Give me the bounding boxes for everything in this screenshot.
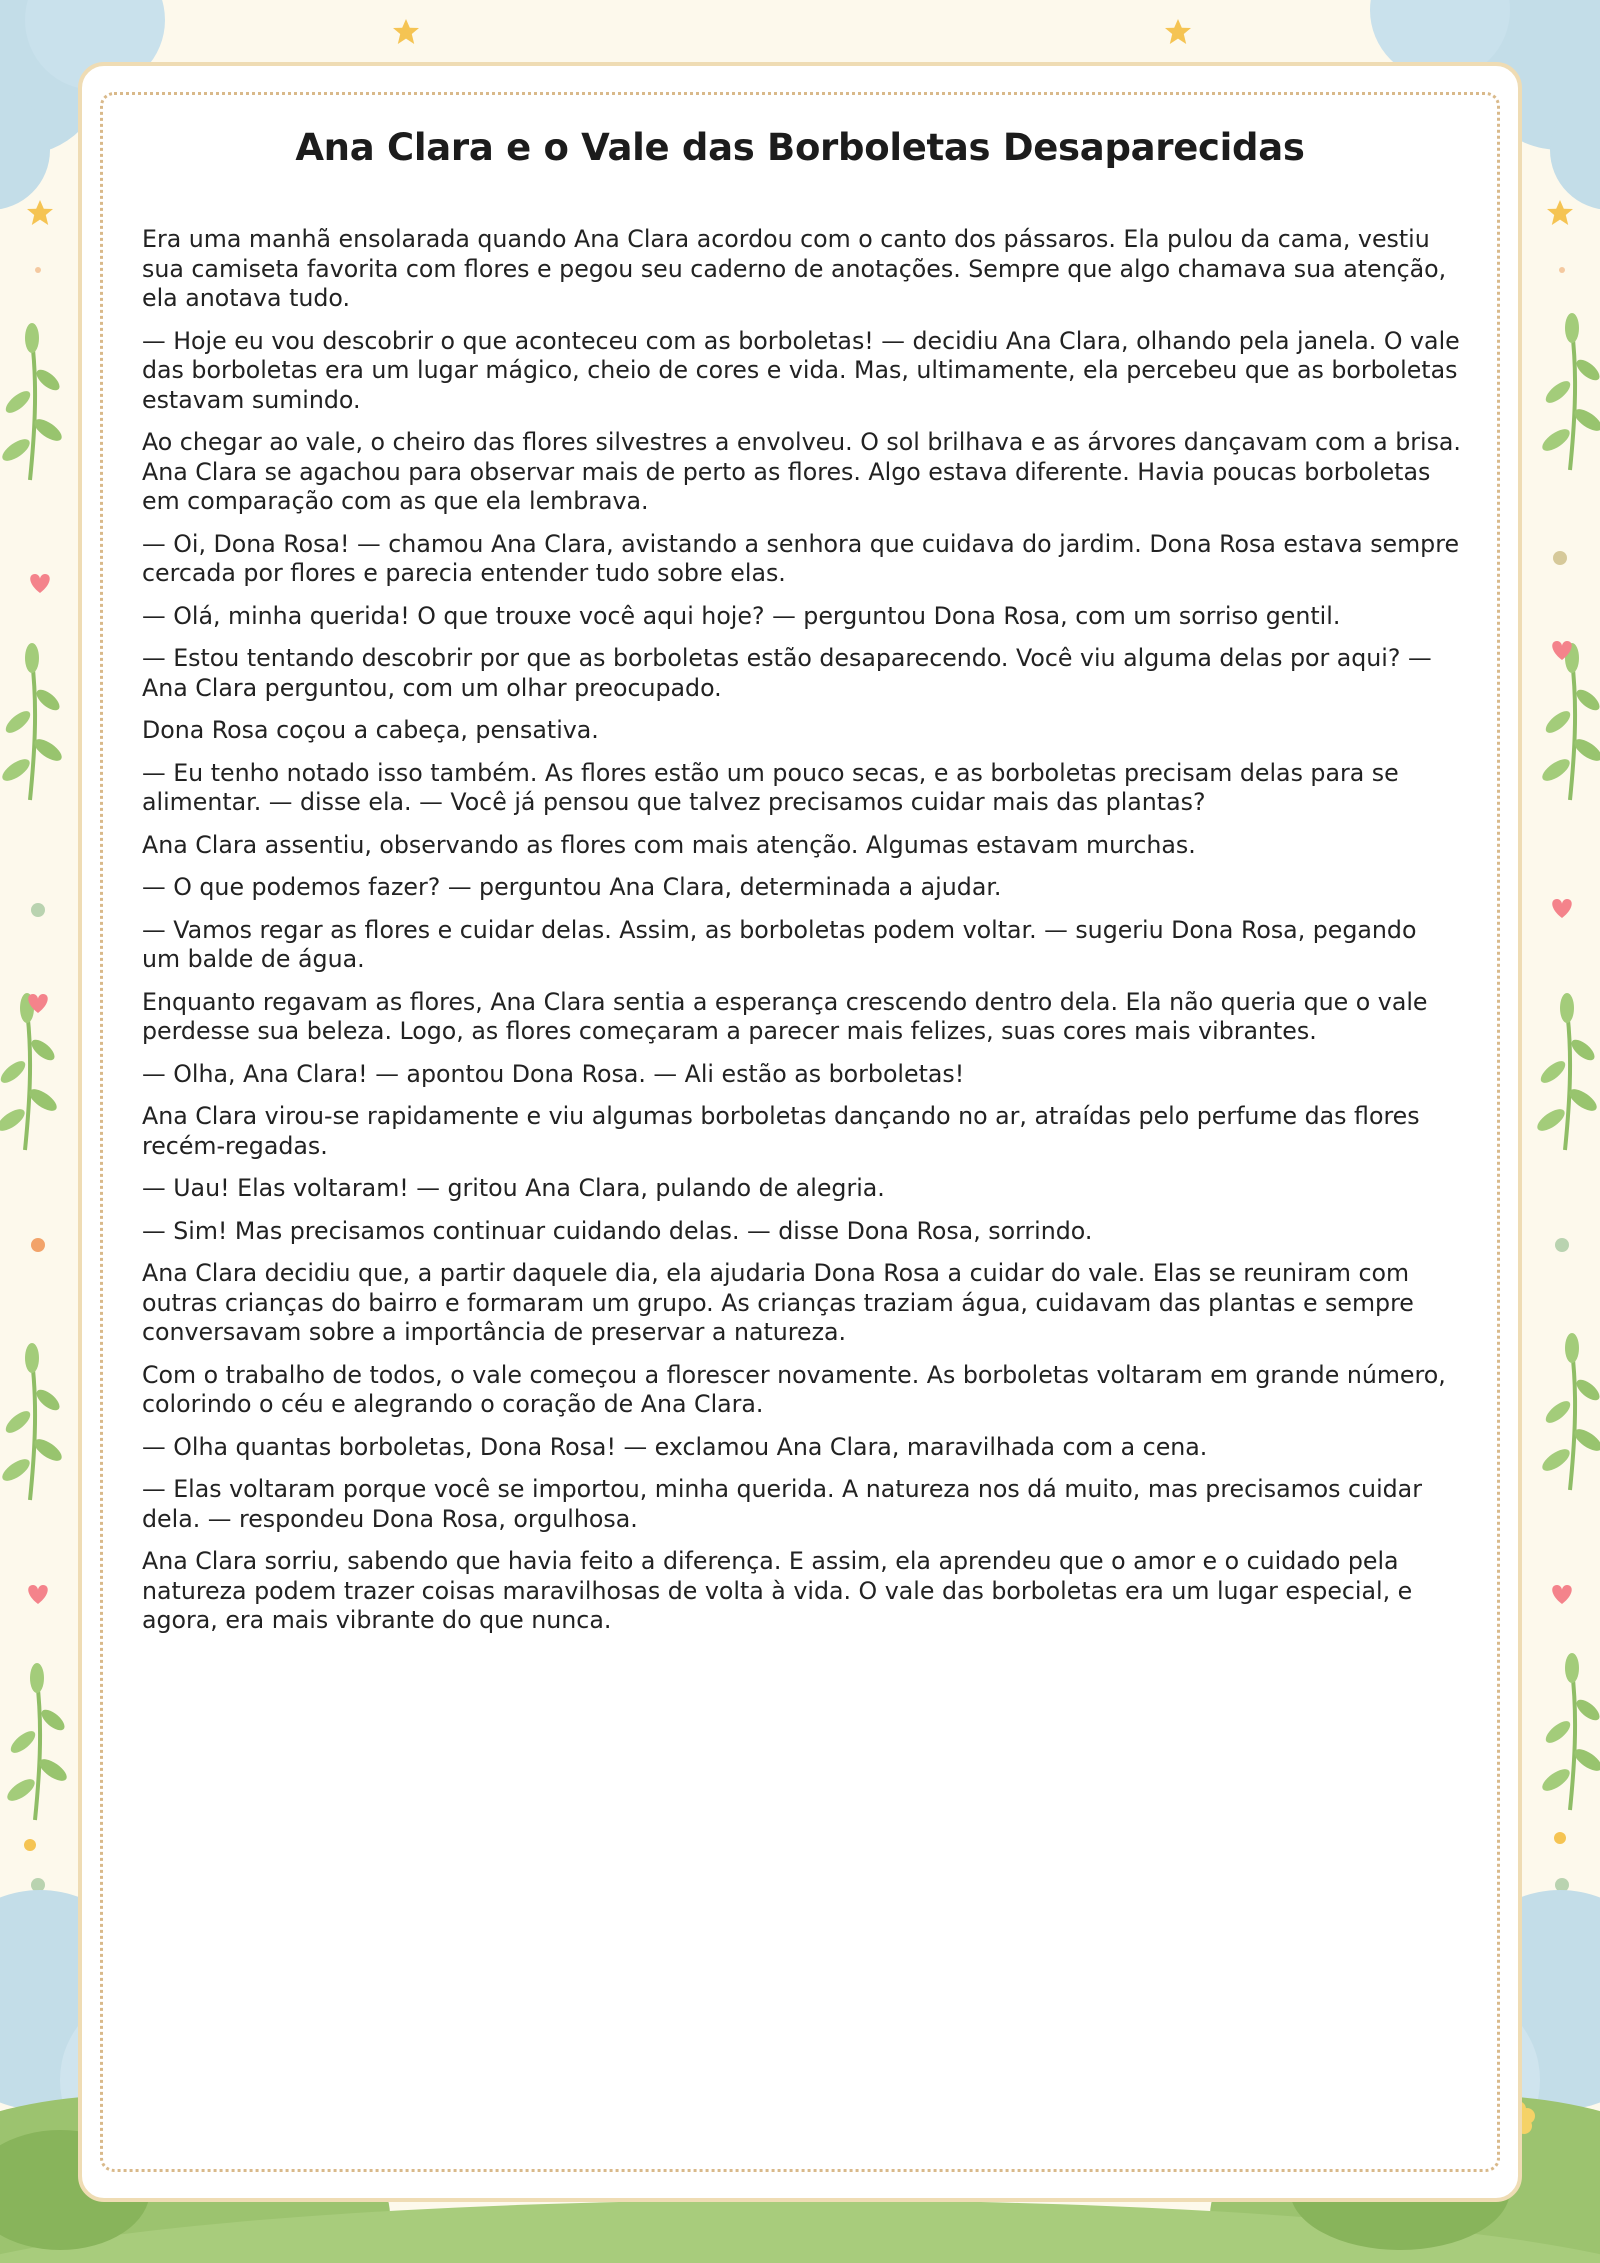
story-paragraph: Ana Clara decidiu que, a partir daquele dia, ela ajudaria Dona Rosa a cuidar do vale. Elas se reuniram com outras crianças do bairro e formaram um grupo. As crianças traziam água, cuidavam das plantas e sempre conversavam sobre a importância de preservar a natureza. bbox=[142, 1259, 1414, 1346]
leaf-branch-icon bbox=[1539, 643, 1600, 800]
story-paragraph: Ana Clara virou-se rapidamente e viu algumas borboletas dançando no ar, atraídas pelo perfume das flores recém-regadas. bbox=[142, 1102, 1420, 1160]
leaf-branch-icon bbox=[1539, 313, 1600, 470]
story-paragraph: — Uau! Elas voltaram! — gritou Ana Clara, pulando de alegria. bbox=[142, 1174, 885, 1202]
star-icon bbox=[1547, 200, 1573, 225]
story-paragraph: — Olha quantas borboletas, Dona Rosa! — exclamou Ana Clara, maravilhada com a cena. bbox=[142, 1432, 1208, 1461]
star-icon bbox=[393, 19, 419, 44]
leaf-branch-icon bbox=[1534, 993, 1600, 1150]
story-paragraph: — Oi, Dona Rosa! — chamou Ana Clara, avistando a senhora que cuidava do jardim. Dona Rosa estava sempre cercada por flores e parecia entender tudo sobre elas. bbox=[142, 529, 1460, 587]
story-paragraph: Era uma manhã ensolarada quando Ana Clara acordou com o canto dos pássaros. Ela pulou da cama, vestiu sua camiseta favorita com flores e pegou seu caderno de anotações. Sempre que algo chamava sua atenção, ela anotava tudo. bbox=[142, 225, 1447, 312]
star-icon bbox=[27, 200, 53, 225]
story-paragraph: Dona Rosa coçou a cabeça, pensativa. bbox=[142, 716, 599, 744]
star-icon bbox=[1165, 19, 1191, 44]
leaf-branch-icon bbox=[0, 1343, 65, 1500]
leaf-branch-icon bbox=[1539, 1653, 1600, 1810]
leaf-branch-icon bbox=[0, 993, 60, 1150]
heart-icon bbox=[28, 1585, 47, 1604]
story-body bbox=[142, 225, 1462, 1649]
leaf-branch-icon bbox=[4, 1663, 70, 1820]
leaf-branch-icon bbox=[0, 643, 65, 800]
story-paragraph: — Elas voltaram porque você se importou, minha querida. A natureza nos dá muito, mas precisamos cuidar dela. — respondeu Dona Rosa, orgulhosa. bbox=[142, 1475, 1422, 1533]
story-paragraph: — Vamos regar as flores e cuidar delas. Assim, as borboletas podem voltar. — sugeriu Dona Rosa, pegando um balde de água. bbox=[142, 915, 1417, 973]
story-paragraph: Ao chegar ao vale, o cheiro das flores silvestres a envolveu. O sol brilhava e as árvores dançavam com a brisa. Ana Clara se agachou para observar mais de perto as flores. Algo estava diferente. Havia poucas borboletas em comparação com as que ela lembrava. bbox=[142, 428, 1461, 515]
story-paragraph: — Eu tenho notado isso também. As flores estão um pouco secas, e as borboletas precisam delas para se alimentar. — disse ela. — Você já pensou que talvez precisamos cuidar mais das plantas? bbox=[142, 758, 1399, 816]
story-paragraph: — Sim! Mas precisamos continuar cuidando delas. — disse Dona Rosa, sorrindo. bbox=[142, 1216, 1093, 1245]
heart-icon bbox=[1552, 1585, 1571, 1604]
story-paragraph: — Olha, Ana Clara! — apontou Dona Rosa. — Ali estão as borboletas! bbox=[142, 1059, 965, 1088]
story-paragraph: — Estou tentando descobrir por que as borboletas estão desaparecendo. Você viu alguma delas por aqui? — Ana Clara perguntou, com um olhar preocupado. bbox=[142, 644, 1432, 702]
heart-icon bbox=[30, 574, 49, 593]
story-paragraph: Com o trabalho de todos, o vale começou a florescer novamente. As borboletas voltaram em grande número, colorindo o céu e alegrando o coração de Ana Clara. bbox=[142, 1360, 1446, 1418]
story-paragraph: Ana Clara assentiu, observando as flores com mais atenção. Algumas estavam murchas. bbox=[142, 830, 1196, 859]
page-title: Ana Clara e o Vale das Borboletas Desaparecidas bbox=[295, 126, 1305, 169]
story-paragraph: — Olá, minha querida! O que trouxe você aqui hoje? — perguntou Dona Rosa, com um sorriso gentil. bbox=[142, 601, 1341, 630]
leaf-branch-icon bbox=[0, 323, 65, 480]
story-paragraph: Enquanto regavam as flores, Ana Clara sentia a esperança crescendo dentro dela. Ela não queria que o vale perdesse sua beleza. Logo, as flores começaram a parecer mais felizes, suas cores mais vibrantes. bbox=[142, 987, 1428, 1045]
story-paragraph: — Hoje eu vou descobrir o que aconteceu com as borboletas! — decidiu Ana Clara, olhando pela janela. O vale das borboletas era um lugar mágico, cheio de cores e vida. Mas, ultimamente, ela percebeu que as borboletas estavam sumindo. bbox=[142, 326, 1460, 414]
story-paragraph: — O que podemos fazer? — perguntou Ana Clara, determinada a ajudar. bbox=[142, 873, 1002, 901]
heart-icon bbox=[1552, 899, 1571, 918]
story-paragraph: Ana Clara sorriu, sabendo que havia feito a diferença. E assim, ela aprendeu que o amor e o cuidado pela natureza podem trazer coisas maravilhosas de volta à vida. O vale das borboletas era um lugar especial, e agora, era mais vibrante do que nunca. bbox=[142, 1547, 1413, 1634]
leaf-branch-icon bbox=[1539, 1333, 1600, 1490]
